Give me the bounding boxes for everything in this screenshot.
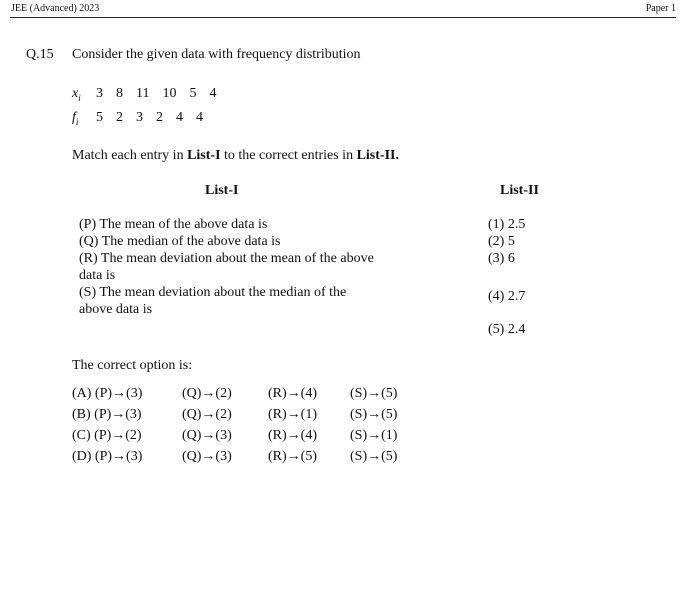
list2-heading: List-II <box>500 183 539 198</box>
choice-d: (D) (P)→(3) (Q)→(3) (R)→(5) (S)→(5) <box>72 448 398 464</box>
f-label: $f_i$ <box>72 109 79 127</box>
paper-label: Paper 1 <box>645 3 676 14</box>
x-value: 8 <box>116 86 123 101</box>
header-divider <box>10 17 676 18</box>
list2-item-4: (4) 2.7 <box>488 289 526 304</box>
x-value: 5 <box>189 86 197 101</box>
choice-b: (B) (P)→(3) (Q)→(2) (R)→(1) (S)→(5) <box>72 406 398 422</box>
list2-item-1: (1) 2.5 <box>488 217 526 232</box>
correct-option-label: The correct option is: <box>72 358 193 373</box>
list2-item-5: (5) 2.4 <box>488 322 526 337</box>
match-instruction: Match each entry in List-I to the correct entries in List-II. <box>72 148 399 163</box>
f-value: 2 <box>116 110 123 125</box>
f-value: 5 <box>96 110 103 125</box>
x-label: $x_i$ <box>72 85 81 103</box>
frequency-table <box>72 82 229 130</box>
list2-item-3: (3) 6 <box>488 251 515 266</box>
f-values-row <box>72 106 229 130</box>
list1-item-p: (P) The mean of the above data is <box>79 217 268 232</box>
x-value: 11 <box>136 86 150 101</box>
f-value: 4 <box>196 110 203 125</box>
x-values-row <box>72 82 229 106</box>
f-value: 2 <box>156 110 163 125</box>
list1-heading: List-I <box>205 183 239 198</box>
choice-c: (C) (P)→(2) (Q)→(3) (R)→(4) (S)→(1) <box>72 427 398 443</box>
f-value: 3 <box>136 110 143 125</box>
question-number: Q.15 <box>26 47 54 62</box>
list1-entries <box>79 216 379 318</box>
list1-item-q: (Q) The median of the above data is <box>79 234 281 249</box>
exam-title: JEE (Advanced) 2023 <box>11 3 100 14</box>
choice-a: (A) (P)→(3) (Q)→(2) (R)→(4) (S)→(5) <box>72 385 398 401</box>
list1-item-r: (R) The mean deviation about the mean of the above data is <box>79 251 374 283</box>
page-header <box>0 0 700 18</box>
list2-entries <box>488 216 525 267</box>
x-value: 3 <box>96 86 103 101</box>
x-value: 10 <box>162 86 177 101</box>
x-value: 4 <box>209 86 217 101</box>
list1-item-s: (S) The mean deviation about the median of the above data is <box>79 285 347 317</box>
f-value: 4 <box>176 110 183 125</box>
question-text: Consider the given data with frequency distribution <box>72 47 361 62</box>
answer-choices <box>72 383 430 467</box>
list2-item-2: (2) 5 <box>488 234 515 249</box>
